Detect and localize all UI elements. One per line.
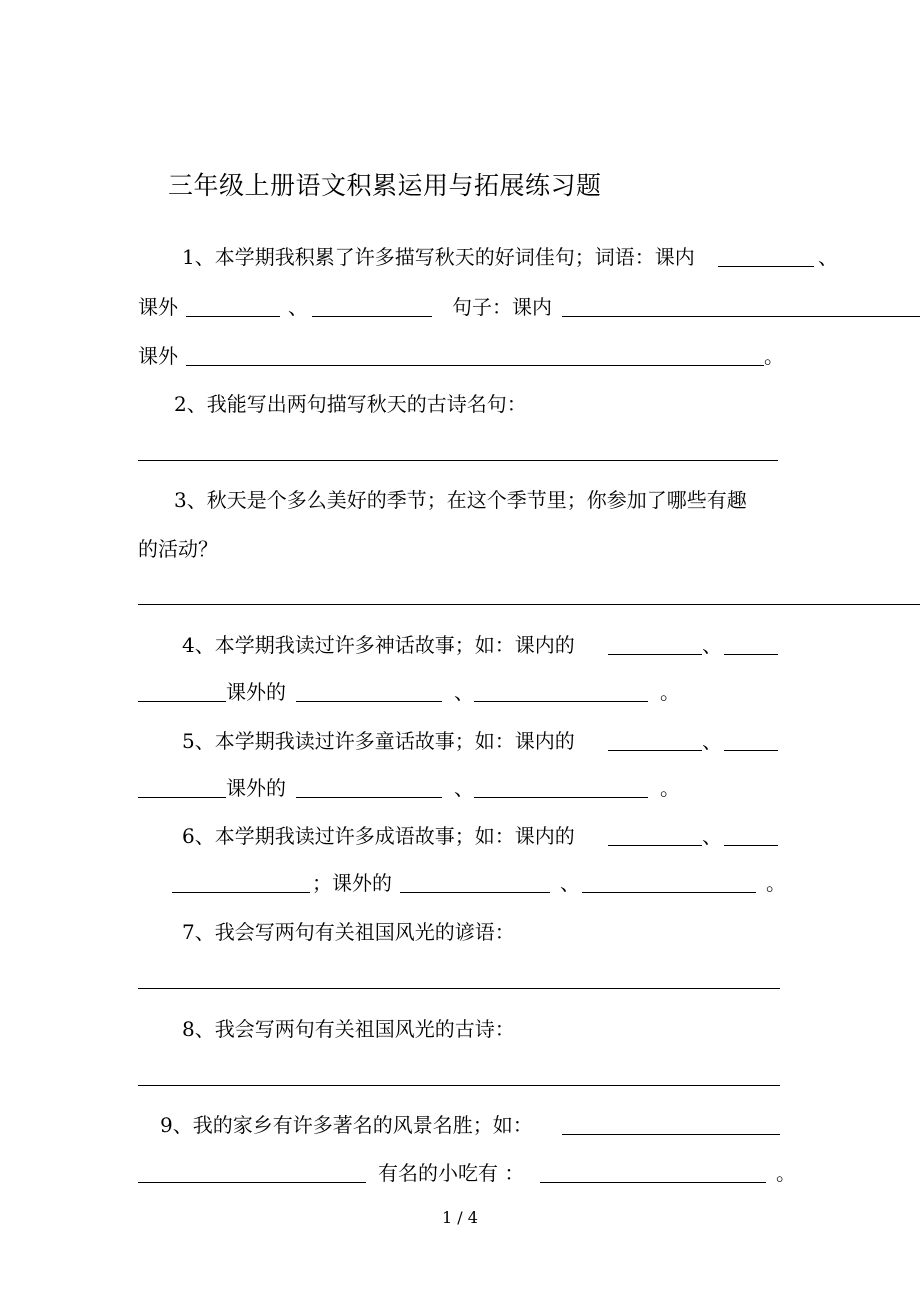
q3-text-1: 3、秋天是个多么美好的季节；在这个季节里；你参加了哪些有趣 (174, 488, 747, 512)
q4-text: 4、本学期我读过许多神话故事；如：课内的 (182, 633, 575, 657)
q9-text: 9、我的家乡有许多著名的风景名胜；如： (160, 1113, 533, 1137)
q1-out-vocab-blank-2[interactable] (312, 316, 432, 317)
q7-text: 7、我会写两句有关祖国风光的谚语： (182, 920, 515, 944)
q5-out-blank-1[interactable] (296, 797, 442, 798)
q6-in-blank[interactable] (608, 845, 702, 846)
q4-separator-2: 、 (454, 680, 474, 704)
q9-scenic-blank[interactable] (562, 1134, 780, 1135)
q5-out-blank-2[interactable] (474, 797, 648, 798)
q5-separator-2: 、 (454, 776, 474, 800)
q6-separator-2: 、 (560, 871, 580, 895)
q5-outside-label: 课外的 (226, 776, 286, 800)
page-title: 三年级上册语文积累运用与拓展练习题 (168, 171, 602, 200)
q4-in-blank-2a[interactable] (724, 654, 778, 655)
q1-outside-label-2: 课外 (138, 344, 178, 368)
q2-answer-blank[interactable] (138, 460, 778, 461)
q5-text: 5、本学期我读过许多童话故事；如：课内的 (182, 729, 575, 753)
q1-outside-label: 课外 (138, 295, 178, 319)
page-number: 1 / 4 (442, 1208, 478, 1227)
q4-out-blank-1[interactable] (296, 701, 442, 702)
q4-end: 。 (660, 680, 680, 704)
q4-in-blank-2b[interactable] (138, 701, 226, 702)
q5-in-blank-2a[interactable] (724, 750, 778, 751)
q9-end: 。 (776, 1161, 796, 1185)
q5-separator: 、 (702, 729, 722, 753)
q7-answer-blank[interactable] (138, 988, 780, 989)
q6-out-blank-1[interactable] (400, 892, 550, 893)
q6-outside-label: ；课外的 (312, 871, 392, 895)
q4-in-blank[interactable] (608, 654, 702, 655)
q1-in-sentence-blank[interactable] (562, 316, 920, 317)
q1-end: 。 (764, 344, 784, 368)
q5-in-blank[interactable] (608, 750, 702, 751)
q4-out-blank-2[interactable] (474, 701, 648, 702)
q9-scenic-blank-2[interactable] (138, 1182, 366, 1183)
q9-snack-blank[interactable] (540, 1182, 766, 1183)
q1-sentence-label: 句子：课内 (452, 295, 552, 319)
q1-text: 1、本学期我积累了许多描写秋天的好词佳句；词语：课内 (182, 245, 695, 269)
q6-in-blank-2b[interactable] (172, 892, 310, 893)
q3-text-2: 的活动？ (138, 537, 218, 561)
q1-separator-2: 、 (288, 295, 308, 319)
q2-text: 2、我能写出两句描写秋天的古诗名句： (174, 392, 527, 416)
q1-out-sentence-blank[interactable] (186, 365, 764, 366)
q6-text: 6、本学期我读过许多成语故事；如：课内的 (182, 824, 575, 848)
q6-separator: 、 (702, 824, 722, 848)
q5-end: 。 (660, 776, 680, 800)
q1-separator: 、 (818, 245, 838, 269)
q8-text: 8、我会写两句有关祖国风光的古诗： (182, 1017, 515, 1041)
q1-in-vocab-blank[interactable] (718, 266, 814, 267)
q3-answer-blank[interactable] (138, 604, 920, 605)
q6-in-blank-2a[interactable] (724, 845, 778, 846)
q4-outside-label: 课外的 (226, 680, 286, 704)
q4-separator: 、 (702, 633, 722, 657)
q1-out-vocab-blank-1[interactable] (186, 316, 280, 317)
q5-in-blank-2b[interactable] (138, 797, 226, 798)
q9-snack-label: 有名的小吃有 ： (378, 1161, 525, 1185)
q6-end: 。 (766, 871, 786, 895)
q6-out-blank-2[interactable] (582, 892, 756, 893)
q8-answer-blank[interactable] (138, 1085, 780, 1086)
